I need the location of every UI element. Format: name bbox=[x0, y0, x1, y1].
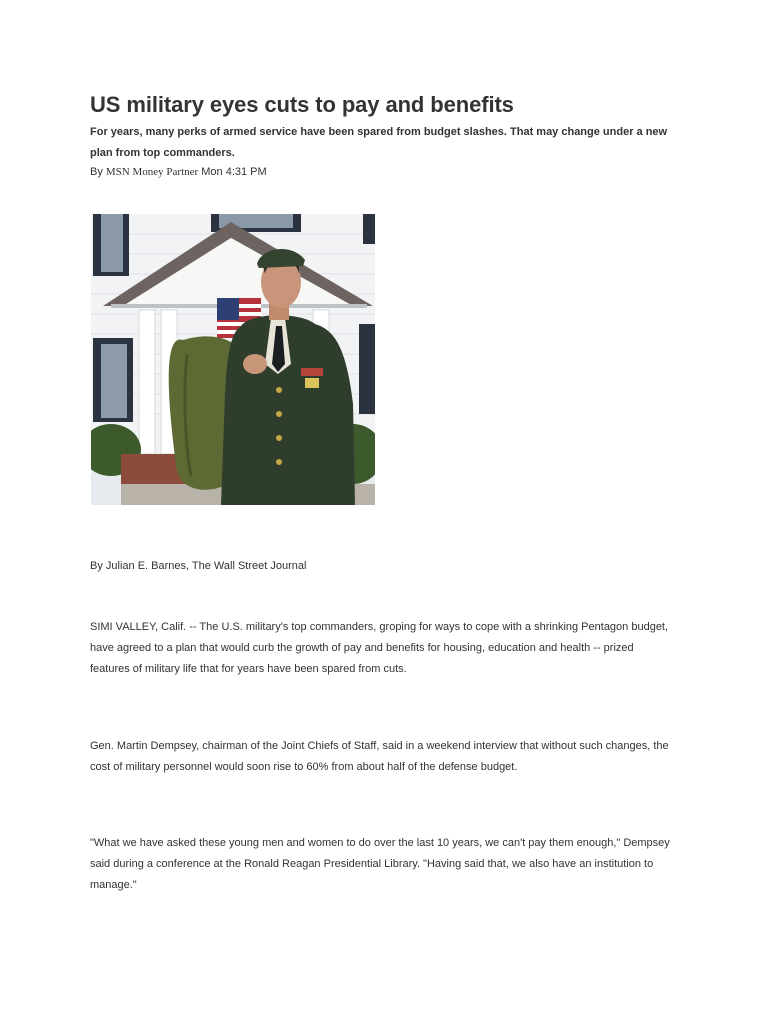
byline-partner-link[interactable]: MSN Money Partner bbox=[105, 166, 199, 178]
paragraph-3: "What we have asked these young men and women to do over the last 10 years, we can't pay them enough," Dempsey said during a conference at the Ronald Reagan Presidential Library. "Having said that, we also have an institution to manage." bbox=[90, 837, 670, 891]
author-byline: By Julian E. Barnes, The Wall Street Journal bbox=[90, 560, 307, 572]
paragraph-2: Gen. Martin Dempsey, chairman of the Joint Chiefs of Staff, said in a weekend interview that without such changes, the cost of military personnel would soon rise to 60% from about half of the defense budget. bbox=[90, 740, 669, 773]
article-deck: For years, many perks of armed service have been spared from budget slashes. That may change under a new plan from top commanders. bbox=[90, 126, 668, 159]
byline-time: Mon 4:31 PM bbox=[201, 166, 267, 178]
article-byline bbox=[90, 166, 267, 178]
article-photo bbox=[91, 214, 375, 505]
paragraph-1: SIMI VALLEY, Calif. -- The U.S. military's top commanders, groping for ways to cope with a shrinking Pentagon budget, have agreed to a plan that would curb the growth of pay and benefits for housing, education and health -- prized features of military life that for years have been spared from cuts. bbox=[90, 621, 669, 675]
article-title: US military eyes cuts to pay and benefits bbox=[90, 92, 514, 117]
byline-prefix: By bbox=[90, 166, 103, 178]
